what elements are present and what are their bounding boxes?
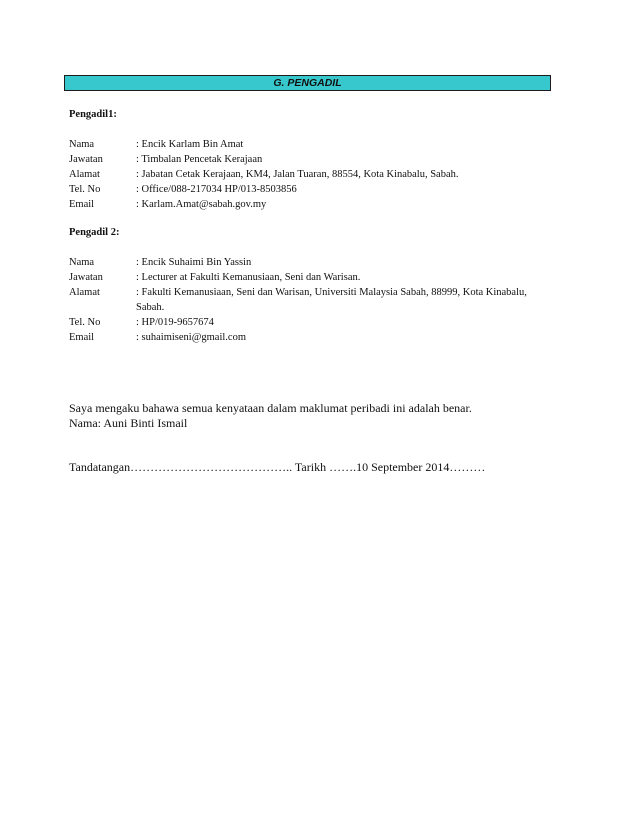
referee-2-name-label: Nama: [69, 257, 95, 268]
referee-2-address-label: Alamat: [69, 287, 100, 298]
referee-1-email-value: : Karlam.Amat@sabah.gov.my: [136, 199, 267, 210]
referee-2-phone-value: : HP/019-9657674: [136, 317, 214, 328]
referee-2-phone-row: [69, 315, 546, 330]
signature-date-line: Tandatangan………………………………….. Tarikh …….10 September 2014………: [69, 460, 486, 474]
referee-2-name-value: : Encik Suhaimi Bin Yassin: [136, 257, 252, 268]
referee-2-name-row: [69, 255, 546, 270]
referee-1-position-value: : Timbalan Pencetak Kerajaan: [136, 154, 263, 165]
referee-1-phone-row: [69, 182, 459, 197]
referee-2-block: [69, 225, 546, 345]
referee-2-position-row: [69, 270, 546, 285]
section-title: G. PENGADIL: [273, 77, 342, 89]
referee-1-email-row: [69, 197, 459, 212]
referee-2-email-label: Email: [69, 332, 95, 343]
referee-1-phone-value: : Office/088-217034 HP/013-8503856: [136, 184, 297, 195]
referee-1-name-row: [69, 137, 459, 152]
referee-1-address-label: Alamat: [69, 169, 100, 180]
referee-1-email-label: Email: [69, 199, 95, 210]
referee-1-block: [69, 107, 459, 212]
referee-2-address-value: : Fakulti Kemanusiaan, Seni dan Warisan, Universiti Malaysia Sabah, 88999, Kota Kinabalu, Sabah.: [136, 287, 527, 313]
referee-1-position-row: [69, 152, 459, 167]
referee-2-position-value: : Lecturer at Fakulti Kemanusiaan, Seni dan Warisan.: [136, 272, 361, 283]
referee-1-heading: Pengadil1:: [69, 109, 117, 120]
referee-1-address-value: : Jabatan Cetak Kerajaan, KM4, Jalan Tuaran, 88554, Kota Kinabalu, Sabah.: [136, 169, 459, 180]
referee-2-heading: Pengadil 2:: [69, 227, 120, 238]
referee-2-email-value: : suhaimiseni@gmail.com: [136, 332, 246, 343]
declaration-name: Nama: Auni Binti Ismail: [69, 416, 188, 430]
referee-2-position-label: Jawatan: [69, 272, 103, 283]
referee-2-phone-label: Tel. No: [69, 317, 101, 328]
referee-1-position-label: Jawatan: [69, 154, 103, 165]
declaration-statement: Saya mengaku bahawa semua kenyataan dalam maklumat peribadi ini adalah benar.: [69, 401, 472, 415]
declaration-block: [69, 401, 472, 431]
referee-1-address-row: [69, 167, 459, 182]
referee-1-phone-label: Tel. No: [69, 184, 101, 195]
referee-2-email-row: [69, 330, 546, 345]
referee-2-address-row: [69, 285, 546, 315]
referee-1-name-label: Nama: [69, 139, 95, 150]
referee-1-name-value: : Encik Karlam Bin Amat: [136, 139, 244, 150]
section-header-bar: [64, 75, 551, 91]
